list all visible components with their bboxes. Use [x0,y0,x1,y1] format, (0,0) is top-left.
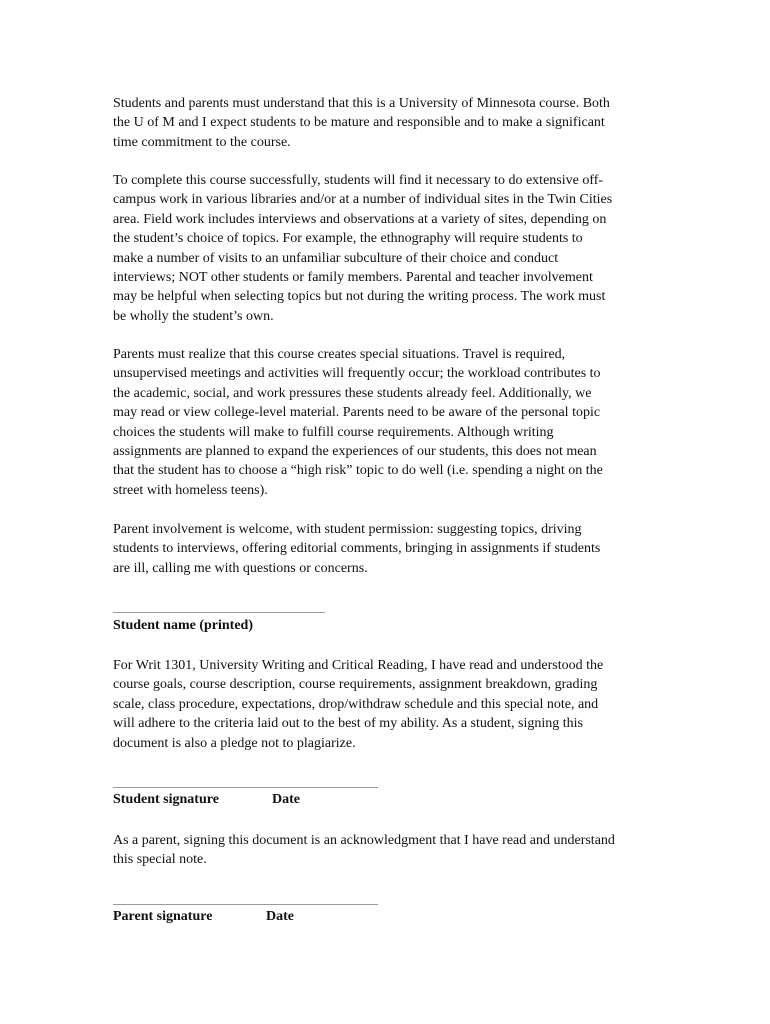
text-line: For Writ 1301, University Writing and Critical Reading, I have read and understood the [113,658,604,673]
text-line: As a parent, signing this document is an acknowledgment that I have read and understand [113,833,615,848]
student-date-label: Date [272,792,300,807]
text-line: may read or view college-level material. Parents need to be aware of the personal topic [113,405,601,421]
text-line: scale, class procedure, expectations, drop/withdraw schedule and this special note, and [113,696,599,712]
text-line: the academic, social, and work pressures these students already feel. Additionally, we [113,385,592,401]
paragraph-off-campus-work [113,171,658,326]
text-line: may be helpful when selecting topics but not during the writing process. The work must [113,289,606,305]
text-line: time commitment to the course. [113,134,291,150]
text-line: To complete this course successfully, students will find it necessary to do extensive off- [113,173,604,188]
text-line: assignments are planned to expand the experiences of our students, this does not mean [113,444,597,460]
text-line: choices the students will make to fulfill course requirements. Although writing [113,424,554,440]
text-line: interviews; NOT other students or family members. Parental and teacher involvement [113,270,593,286]
text-line: the U of M and I expect students to be mature and responsible and to make a significant [113,115,605,131]
text-line: Parents must realize that this course creates special situations. Travel is required, [113,347,566,362]
paragraph-parent-involvement [113,520,658,578]
paragraph-parent-acknowledgment [113,831,658,870]
text-line: this special note. [113,852,207,868]
parent-signature-label: Parent signature [113,909,213,924]
text-line: are ill, calling me with questions or concerns. [113,560,368,576]
text-line: document is also a pledge not to plagiarize. [113,735,356,751]
parent-signature-line[interactable] [113,904,378,905]
text-line: Students and parents must understand that this is a University of Minnesota course. Both [113,96,610,111]
paragraph-course-commitment [113,94,658,152]
student-signature-label: Student signature [113,792,219,807]
student-name-line[interactable] [113,612,325,613]
text-line: that the student has to choose a “high risk” topic to do well (i.e. spending a night on the [113,463,603,479]
paragraph-special-situations [113,345,658,500]
text-line: students to interviews, offering editorial comments, bringing in assignments if students [113,541,601,557]
text-line: be wholly the student’s own. [113,308,274,324]
parent-date-label: Date [266,909,294,924]
text-line: course goals, course description, course requirements, assignment breakdown, grading [113,677,598,693]
text-line: will adhere to the criteria laid out to the best of my ability. As a student, signing this [113,716,583,732]
text-line: the student’s choice of topics. For example, the ethnography will require students to [113,231,583,247]
text-line: unsupervised meetings and activities will frequently occur; the workload contributes to [113,366,601,382]
paragraph-student-pledge [113,656,658,753]
student-name-label: Student name (printed) [113,618,254,633]
text-line: make a number of visits to an unfamiliar subculture of their choice and conduct [113,250,559,266]
student-signature-line[interactable] [113,787,378,788]
text-line: area. Field work includes interviews and observations at a variety of sites, depending on [113,211,607,227]
text-line: street with homeless teens). [113,482,268,498]
text-line: campus work in various libraries and/or at a number of individual sites in the Twin Cities [113,192,613,208]
text-line: Parent involvement is welcome, with student permission: suggesting topics, driving [113,522,582,537]
